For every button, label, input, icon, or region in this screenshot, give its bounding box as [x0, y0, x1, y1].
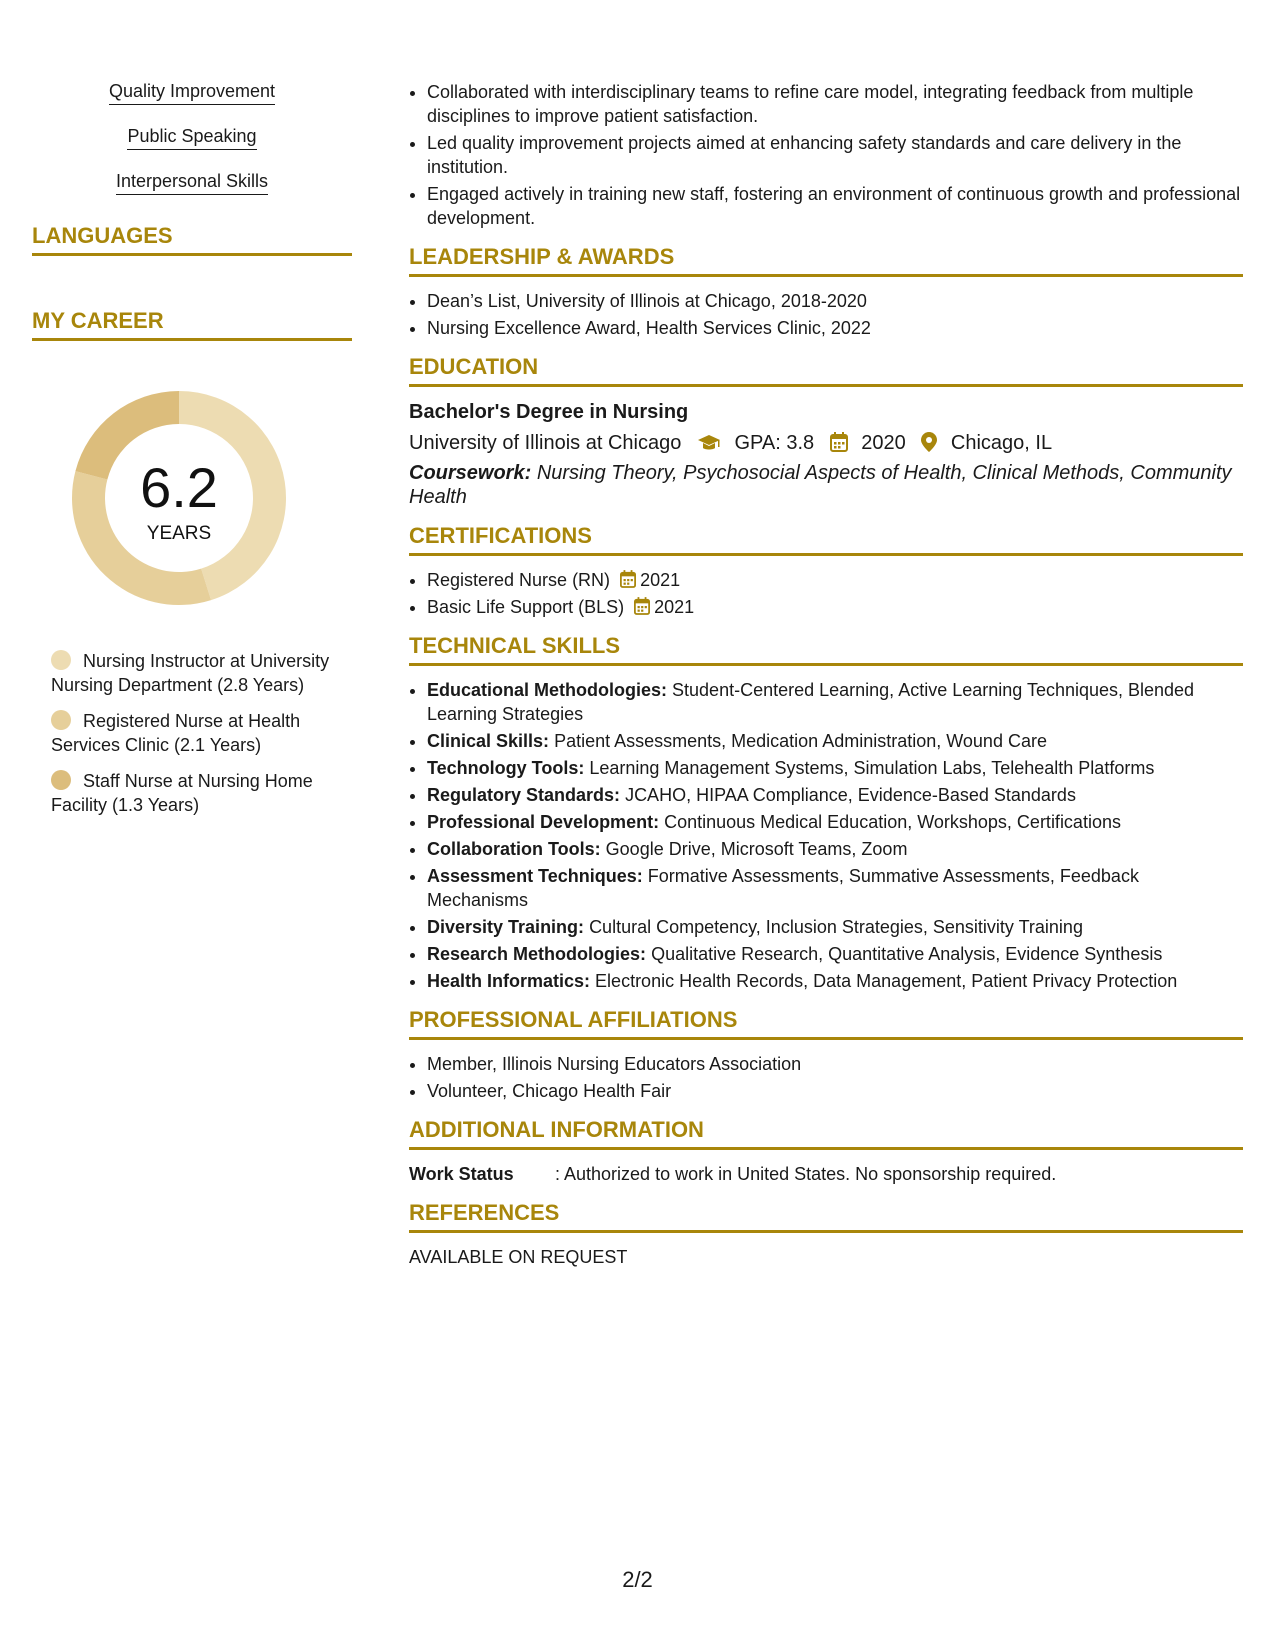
leadership-item: • Dean’s List, University of Illinois at Chicago, 2018-2020 — [427, 289, 1243, 313]
affiliations-section — [409, 1007, 1243, 1103]
technical-skill-item: • Collaboration Tools: Google Drive, Microsoft Teams, Zoom — [427, 837, 1243, 861]
experience-bullet: • Engaged actively in training new staff, fostering an environment of continuous growth and professional development. — [427, 182, 1243, 230]
soft-skills-list — [32, 80, 352, 195]
legend-dot — [51, 710, 71, 730]
certifications-list — [409, 568, 1243, 619]
calendar-icon — [620, 570, 636, 588]
leadership-section — [409, 244, 1243, 340]
technical-skill-item: • Educational Methodologies: Student-Centered Learning, Active Learning Techniques, Blended Learning Strategies — [427, 678, 1243, 726]
career-total-years: 6.2 — [140, 456, 218, 519]
coursework-list: Nursing Theory, Psychosocial Aspects of Health, Clinical Methods, Community Health — [409, 462, 1232, 508]
affiliation-item: • Member, Illinois Nursing Educators Association — [427, 1052, 1243, 1076]
career-years-unit: YEARS — [146, 523, 212, 544]
career-legend-item: Registered Nurse at Health Services Clinic (2.1 Years) — [51, 711, 301, 755]
degree-title: Bachelor's Degree in Nursing — [409, 401, 689, 423]
leadership-item: • Nursing Excellence Award, Health Services Clinic, 2022 — [427, 316, 1243, 340]
technical-skill-item: • Diversity Training: Cultural Competency, Inclusion Strategies, Sensitivity Training — [427, 915, 1243, 939]
technical-skills-heading: TECHNICAL SKILLS — [409, 633, 1243, 666]
legend-dot — [51, 770, 71, 790]
education-section — [409, 354, 1243, 509]
technical-skill-item: • Research Methodologies: Qualitative Research, Quantitative Analysis, Evidence Synthesis — [427, 942, 1243, 966]
work-status-label: Work Status — [409, 1164, 514, 1184]
leadership-heading: LEADERSHIP & AWARDS — [409, 244, 1243, 277]
left-column — [32, 80, 352, 829]
technical-skill-item: • Clinical Skills: Patient Assessments, Medication Administration, Wound Care — [427, 729, 1243, 753]
school-location: Chicago, IL — [950, 432, 1053, 454]
technical-skill-item: • Assessment Techniques: Formative Assessments, Summative Assessments, Feedback Mechanisms — [427, 864, 1243, 912]
experience-bullet: • Led quality improvement projects aimed at enhancing safety standards and care delivery in the institution. — [427, 131, 1243, 179]
technical-skill-item: • Professional Development: Continuous Medical Education, Workshops, Certifications — [427, 810, 1243, 834]
location-pin-icon — [921, 432, 937, 452]
work-status-row — [409, 1162, 1243, 1186]
skill-item: Quality Improvement — [32, 80, 352, 105]
skill-item: Public Speaking — [32, 125, 352, 150]
coursework — [409, 461, 1243, 509]
graduation-year: 2020 — [861, 432, 906, 454]
certification-item: • Registered Nurse (RN) 2021 — [427, 568, 1243, 592]
additional-info-section — [409, 1117, 1243, 1186]
career-legend — [51, 649, 341, 817]
career-legend-item: Nursing Instructor at University Nursing Department (2.8 Years) — [51, 651, 330, 695]
technical-skill-item: • Regulatory Standards: JCAHO, HIPAA Compliance, Evidence-Based Standards — [427, 783, 1243, 807]
skill-item: Interpersonal Skills — [32, 170, 352, 195]
certifications-section — [409, 523, 1243, 619]
right-column — [409, 80, 1243, 1269]
education-heading: EDUCATION — [409, 354, 1243, 387]
additional-info-heading: ADDITIONAL INFORMATION — [409, 1117, 1243, 1150]
certifications-heading: CERTIFICATIONS — [409, 523, 1243, 556]
affiliations-list — [409, 1052, 1243, 1103]
affiliation-item: • Volunteer, Chicago Health Fair — [427, 1079, 1243, 1103]
work-status-value: : Authorized to work in United States. No sponsorship required. — [555, 1164, 1057, 1184]
languages-heading: LANGUAGES — [32, 223, 352, 256]
school-name: University of Illinois at Chicago — [409, 432, 682, 454]
references-text: AVAILABLE ON REQUEST — [409, 1247, 628, 1267]
graduation-cap-icon — [697, 434, 721, 452]
experience-bullet: • Collaborated with interdisciplinary teams to refine care model, integrating feedback from multiple disciplines to improve patient satisfaction. — [427, 80, 1243, 128]
calendar-icon — [830, 432, 848, 452]
technical-skill-item: • Health Informatics: Electronic Health Records, Data Management, Patient Privacy Protection — [427, 969, 1243, 993]
career-legend-item: Staff Nurse at Nursing Home Facility (1.3 Years) — [51, 771, 313, 815]
gpa: GPA: 3.8 — [734, 432, 815, 454]
references-heading: REFERENCES — [409, 1200, 1243, 1233]
legend-dot — [51, 650, 71, 670]
career-heading: MY CAREER — [32, 308, 352, 341]
affiliations-heading: PROFESSIONAL AFFILIATIONS — [409, 1007, 1243, 1040]
page-number: 2/2 — [622, 1567, 653, 1592]
leadership-list — [409, 289, 1243, 340]
experience-bullets — [409, 80, 1243, 230]
certification-item: • Basic Life Support (BLS) 2021 — [427, 595, 1243, 619]
technical-skills-section — [409, 633, 1243, 993]
technical-skills-list — [409, 678, 1243, 993]
calendar-icon — [634, 597, 650, 615]
references-section — [409, 1200, 1243, 1269]
career-donut-chart — [66, 385, 292, 611]
coursework-label: Coursework: — [409, 462, 532, 484]
education-details — [409, 429, 1243, 457]
technical-skill-item: • Technology Tools: Learning Management Systems, Simulation Labs, Telehealth Platforms — [427, 756, 1243, 780]
